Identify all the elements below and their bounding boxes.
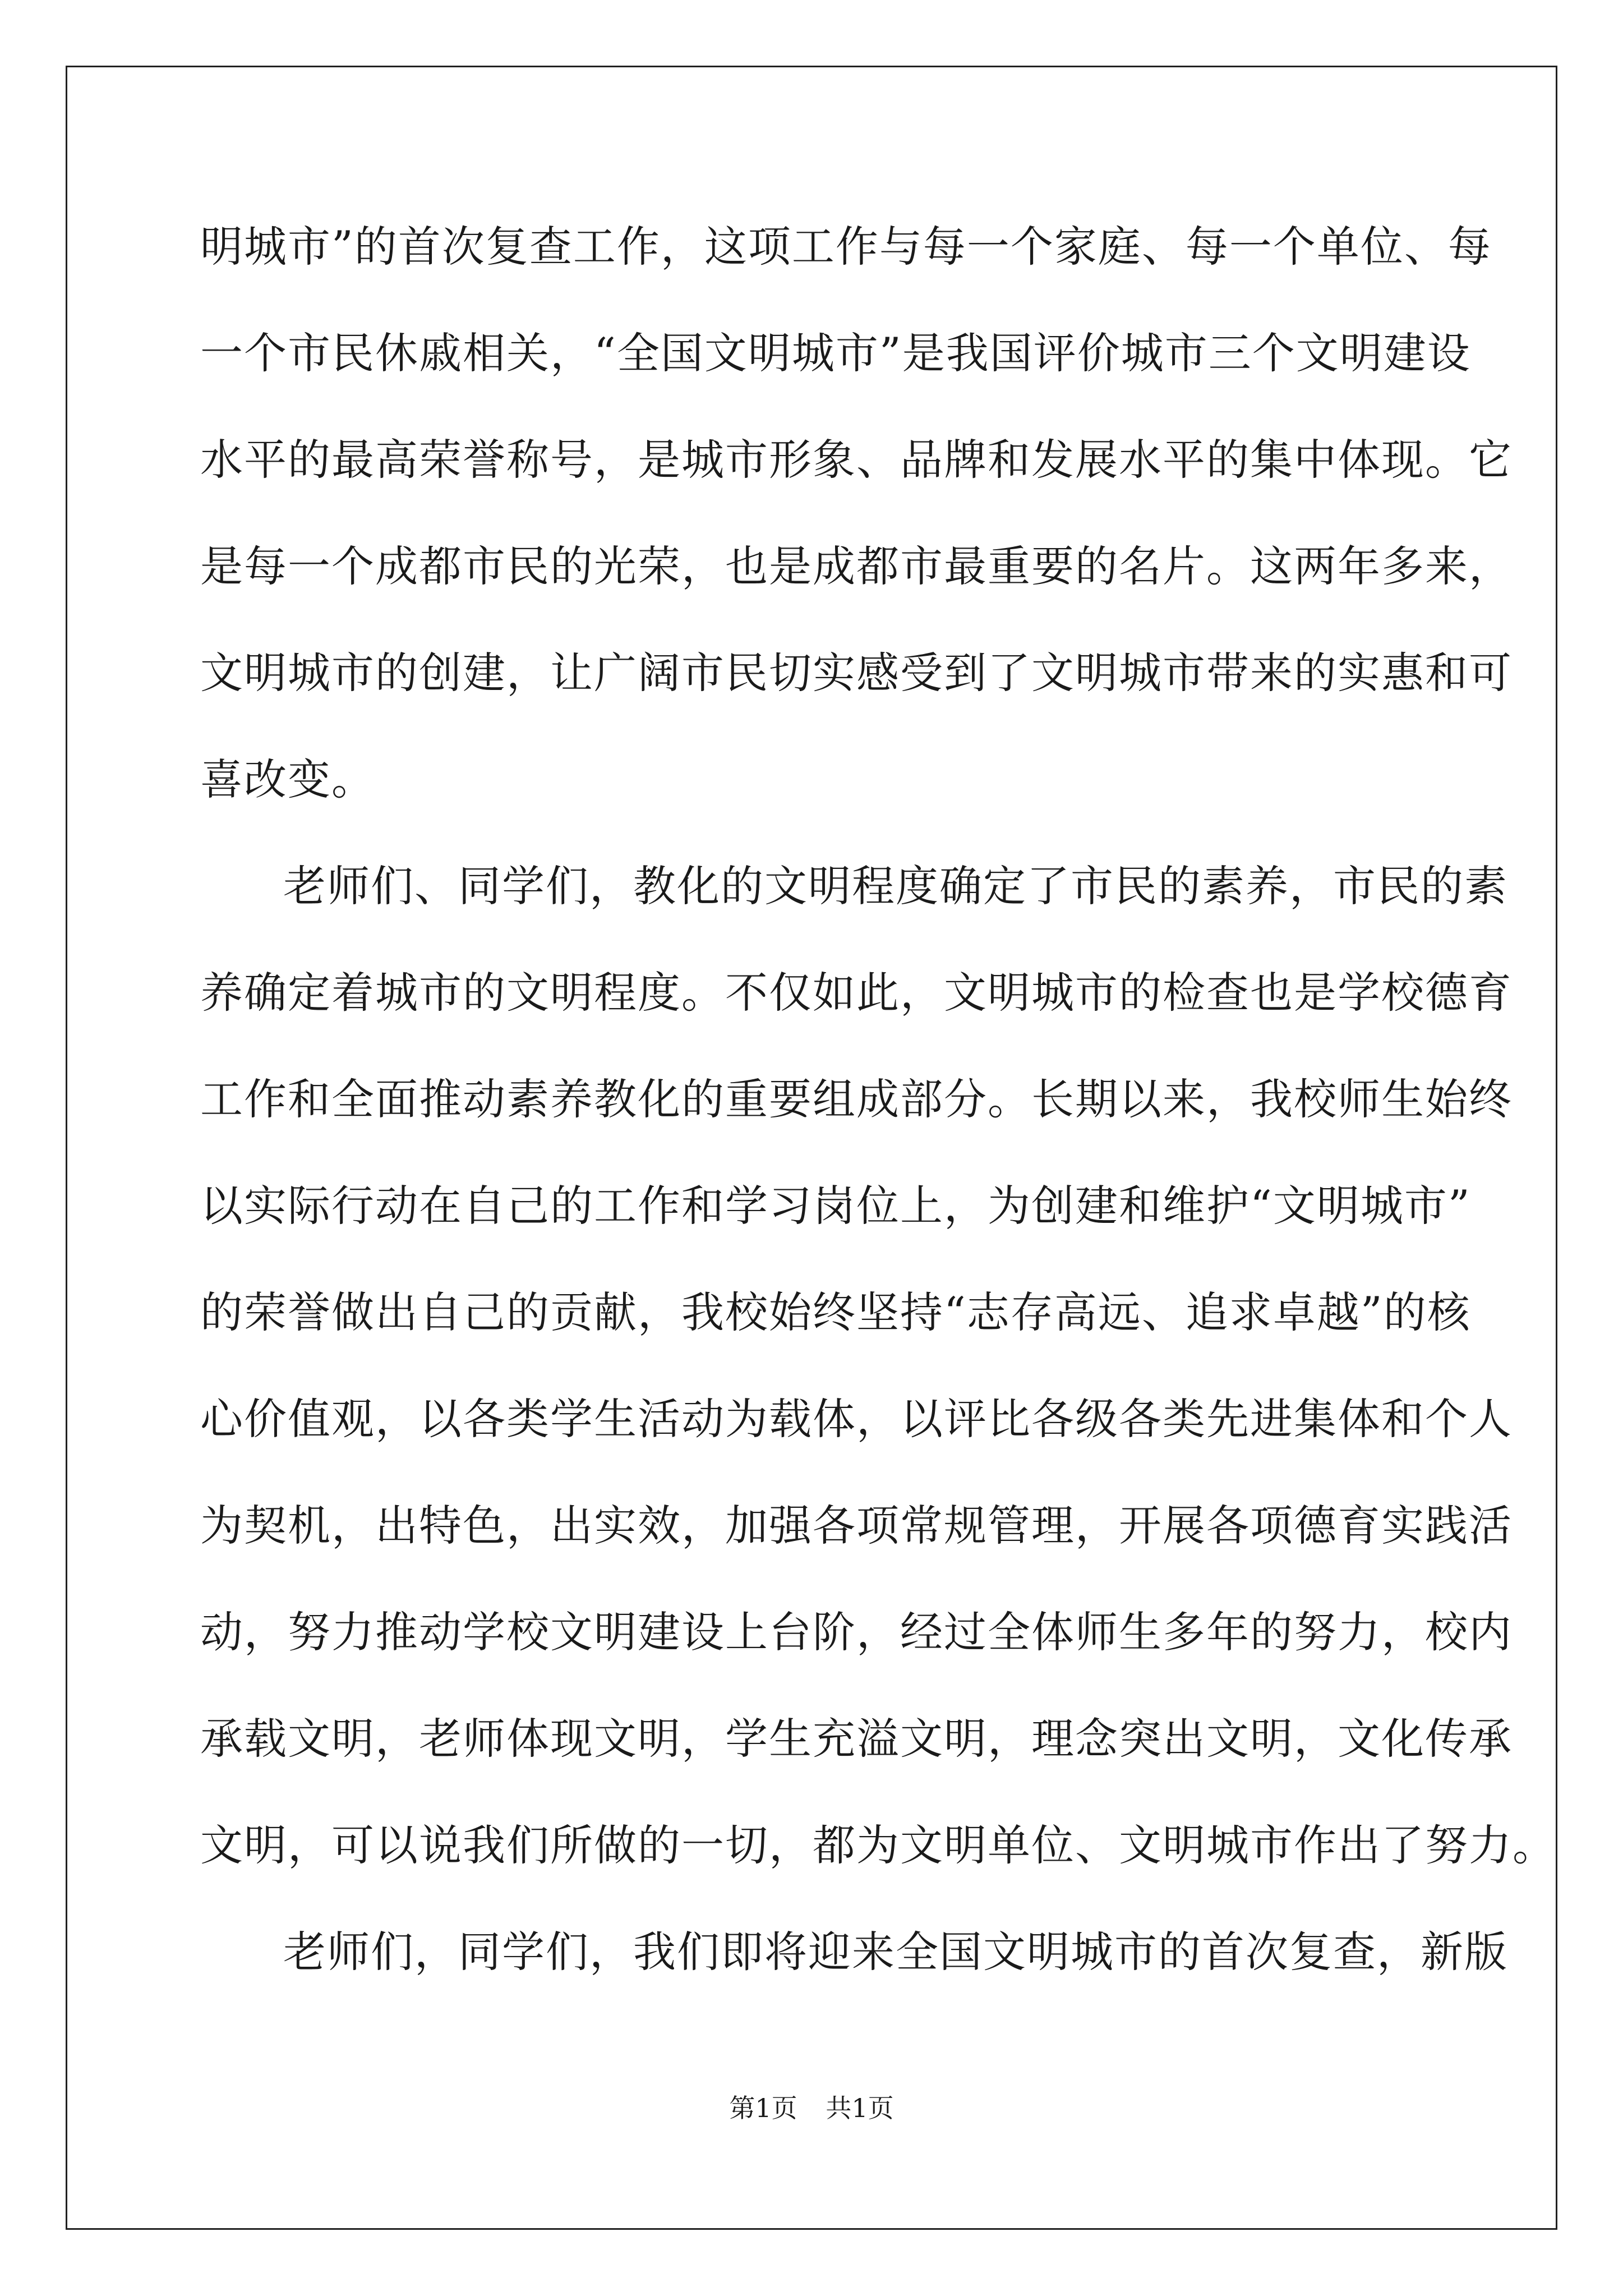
text-line: 承载文明，老师体现文明，学生充溢文明，理念突出文明，文化传承 bbox=[200, 1714, 1513, 1764]
text-line: 老师们，同学们，我们即将迎来全国文明城市的首次复查，新版 bbox=[283, 1927, 1508, 1977]
page-footer bbox=[0, 2091, 1623, 2125]
text-line: 老师们、同学们，教化的文明程度确定了市民的素养，市民的素 bbox=[283, 861, 1508, 911]
text-line: 为契机，出特色，出实效，加强各项常规管理，开展各项德育实践活 bbox=[200, 1501, 1513, 1550]
page-border bbox=[66, 66, 1557, 2230]
text-line: 是每一个成都市民的光荣，也是成都市最重要的名片。这两年多来， bbox=[200, 541, 1513, 591]
text-line: 工作和全面推动素养教化的重要组成部分。长期以来，我校师生始终 bbox=[200, 1074, 1513, 1124]
page-number: 第1页 bbox=[729, 2093, 797, 2123]
text-line: 水平的最高荣誉称号，是城市形象、品牌和发展水平的集中体现。它 bbox=[200, 435, 1513, 485]
text-line: 的荣誉做出自己的贡献，我校始终坚持“志存高远、追求卓越”的核 bbox=[200, 1287, 1471, 1337]
text-line: 文明城市的创建，让广阔市民切实感受到了文明城市带来的实惠和可 bbox=[200, 648, 1513, 698]
page-total: 共1页 bbox=[826, 2093, 894, 2123]
text-line: 一个市民休戚相关，“全国文明城市”是我国评价城市三个文明建设 bbox=[200, 328, 1471, 378]
text-line: 明城市”的首次复查工作，这项工作与每一个家庭、每一个单位、每 bbox=[200, 222, 1492, 272]
text-line: 文明，可以说我们所做的一切，都为文明单位、文明城市作出了努力。 bbox=[200, 1820, 1556, 1870]
text-line: 以实际行动在自己的工作和学习岗位上，为创建和维护“文明城市” bbox=[200, 1181, 1471, 1231]
text-line: 喜改变。 bbox=[200, 754, 375, 804]
text-line: 动，努力推动学校文明建设上台阶，经过全体师生多年的努力，校内 bbox=[200, 1607, 1513, 1657]
text-line: 心价值观，以各类学生活动为载体，以评比各级各类先进集体和个人 bbox=[200, 1394, 1513, 1444]
text-line: 养确定着城市的文明程度。不仅如此，文明城市的检查也是学校德育 bbox=[200, 968, 1513, 1018]
